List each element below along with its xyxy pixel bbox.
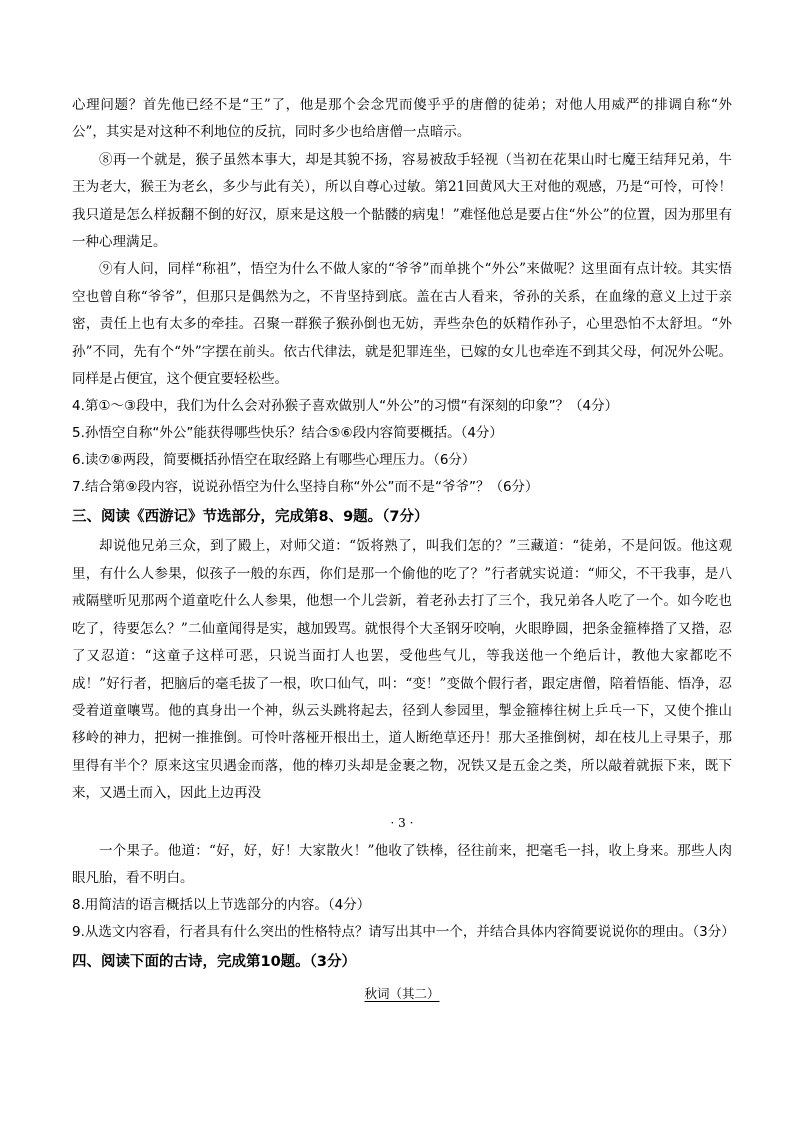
question-6: 6.读⑦⑧两段，简要概括孙悟空在取经路上有哪些心理压力。（6分） — [72, 452, 476, 469]
question-7: 7.结合第⑨段内容，说说孙悟空为什么坚持自称“外公”而不是“爷爷”？（6分） — [72, 479, 539, 496]
question-9: 9.从选文内容看，行者具有什么突出的性格特点？请写出其中一个，并结合具体内容简要说说你的理由。（3分） — [72, 924, 735, 941]
page-content — [72, 92, 735, 1007]
poem-title-line — [72, 981, 732, 1007]
passage-paragraph-continued: 心理问题？首先他已经不是“王”了，他是那个会念咒而傻乎乎的唐僧的徒弟；对他人用威严的排调自称“外公”，其实是对这种不利地位的反抗，同时多少也给唐僧一点暗示。 — [72, 97, 732, 141]
poem-title: 秋词（其二） — [364, 986, 440, 1002]
question-5: 5.孙悟空自称“外公”能获得哪些快乐？结合⑤⑥段内容简要概括。（4分） — [72, 425, 503, 442]
page-number: · 3 · — [390, 815, 414, 830]
journey-west-excerpt-part1: 却说他兄弟三众，到了殿上，对师父道：“饭将熟了，叫我们怎的？”三藏道：“徒弟，不是问饭。他这观里，有什么人参果，似孩子一般的东西，你们是那一个偷他的吃了？”行者就实说道：“师父，不干我事，是八戒隔壁听见那两个道童吃什么人参果，他想一个儿尝新，着老孙去打了三个，我兄弟各人吃了一个。如今吃也吃了，待要怎么？”二仙童闻得是实，越加毁骂。就恨得个大圣钢牙咬响，火眼睁圆，把条金箍棒揝了又揝，忍了又忍道：“这童子这样可恶，只说当面打人也罢，受他些气儿，等我送他一个绝后计，教他大家都吃不成！”好行者，把脑后的毫毛拔了一根，吹口仙气，叫：“变！”变做个假行者，跟定唐僧，陪着悟能、悟净，忍受着道童嚷骂。他的真身出一个神，纵云头跳将起去，径到人参园里，掣金箍棒往树上乒乓一下，又使个推山移岭的神力，把树一推推倒。可怜叶落桠开根出土，道人断绝草还丹！那大圣推倒树，却在枝儿上寻果子，那里得有半个？原来这宝贝遇金而落，他的棒刃头却是金裹之物，况铁又是五金之类，所以敲着就振下来，既下来，又遇土而入，因此上边再没 — [72, 538, 732, 802]
question-8: 8.用简洁的语言概括以上节选部分的内容。（4分） — [72, 897, 371, 914]
question-4: 4.第①～③段中，我们为什么会对孙猴子喜欢做别人“外公”的习惯“有深刻的印象”？（4分） — [72, 398, 619, 415]
section-4-heading: 四、阅读下面的古诗，完成第10题。（3分） — [72, 954, 357, 971]
passage-paragraph-9: ⑨有人问，同样“称祖”，悟空为什么不做人家的“爷爷”而单挑个“外公”来做呢？这里面有点计较。其实悟空也曾自称“爷爷”，但那只是偶然为之，不肯坚持到底。盖在古人看来，爷孙的关系，在血缘的意义上过于亲密，责任上也有太多的牵挂。召聚一群猴子猴孙倒也无妨，弄些杂色的妖精作孙子，心里恐怕不太舒坦。“外孙”不同，先有个“外”字摆在前头。依古代律法，就是犯罪连坐，已嫁的女儿也牵连不到其父母，何况外公呢。同样是占便宜，这个便宜要轻松些。 — [72, 261, 732, 388]
section-3-heading: 三、阅读《西游记》节选部分，完成第8、9题。（7分） — [72, 509, 429, 526]
journey-west-excerpt-part2: 一个果子。他道：“好，好，好！大家散火！”他收了铁棒，径往前来，把毫毛一抖，收上身来。那些人肉眼凡胎，看不明白。 — [72, 842, 732, 886]
passage-paragraph-8: ⑧再一个就是，猴子虽然本事大，却是其貌不扬，容易被敌手轻视（当初在花果山时七魔王结拜兄弟，牛王为老大，猴王为老幺，多少与此有关），所以自尊心过敏。第21回黄风大王对他的观感，乃是“可怜，可怜！我只道是怎么样扳翻不倒的好汉，原来是这般一个骷髅的病鬼！”难怪他总是要占住“外公”的位置，因为那里有一种心理满足。 — [72, 151, 732, 251]
